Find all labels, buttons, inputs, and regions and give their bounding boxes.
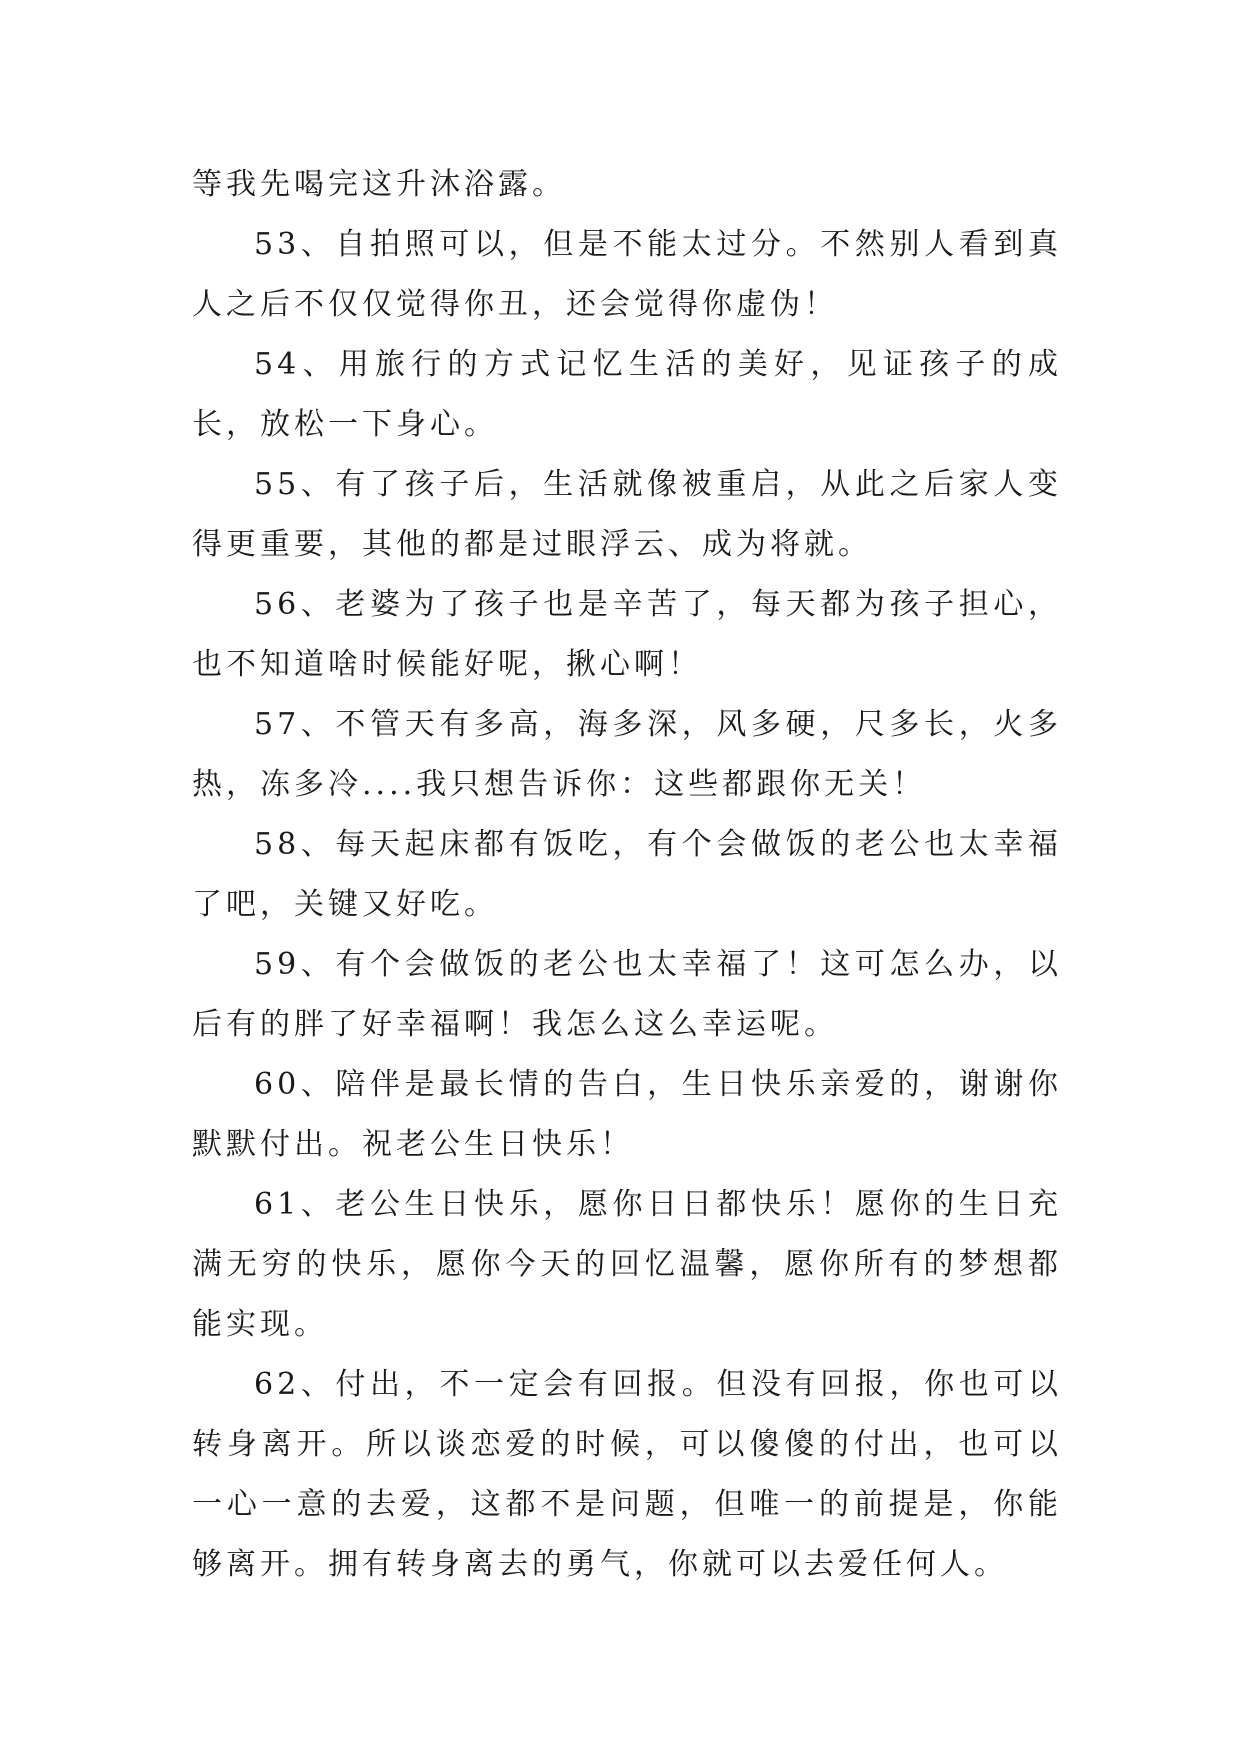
paragraph-item-55: 55、有了孩子后，生活就像被重启，从此之后家人变得更重要，其他的都是过眼浮云、成为将就。 <box>192 467 1062 562</box>
paragraph-item-58: 58、每天起床都有饭吃，有个会做饭的老公也太幸福了吧，关键又好吃。 <box>192 827 1062 922</box>
paragraph-item-59: 59、有个会做饭的老公也太幸福了！这可怎么办，以后有的胖了好幸福啊！我怎么这么幸运呢。 <box>192 947 1062 1042</box>
paragraph-item-62: 62、付出，不一定会有回报。但没有回报，你也可以转身离开。所以谈恋爱的时候，可以傻傻的付出，也可以一心一意的去爱，这都不是问题，但唯一的前提是，你能够离开。拥有转身离去的勇气，你就可以去爱任何人。 <box>192 1367 1062 1582</box>
document-body <box>192 155 1062 1595</box>
paragraph-item-54: 54、用旅行的方式记忆生活的美好，见证孩子的成长，放松一下身心。 <box>192 347 1062 442</box>
paragraph-item-56: 56、老婆为了孩子也是辛苦了，每天都为孩子担心，也不知道啥时候能好呢，揪心啊！ <box>192 587 1062 682</box>
paragraph-continuation: 等我先喝完这升沐浴露。 <box>192 167 566 202</box>
paragraph-item-60: 60、陪伴是最长情的告白，生日快乐亲爱的，谢谢你默默付出。祝老公生日快乐！ <box>192 1067 1062 1162</box>
paragraph-item-53: 53、自拍照可以，但是不能太过分。不然别人看到真人之后不仅仅觉得你丑，还会觉得你虚伪！ <box>192 227 1062 322</box>
paragraph-item-61: 61、老公生日快乐，愿你日日都快乐！愿你的生日充满无穷的快乐，愿你今天的回忆温馨，愿你所有的梦想都能实现。 <box>192 1187 1062 1342</box>
paragraph-item-57: 57、不管天有多高，海多深，风多硬，尺多长，火多热，冻多冷....我只想告诉你：这些都跟你无关！ <box>192 707 1062 802</box>
